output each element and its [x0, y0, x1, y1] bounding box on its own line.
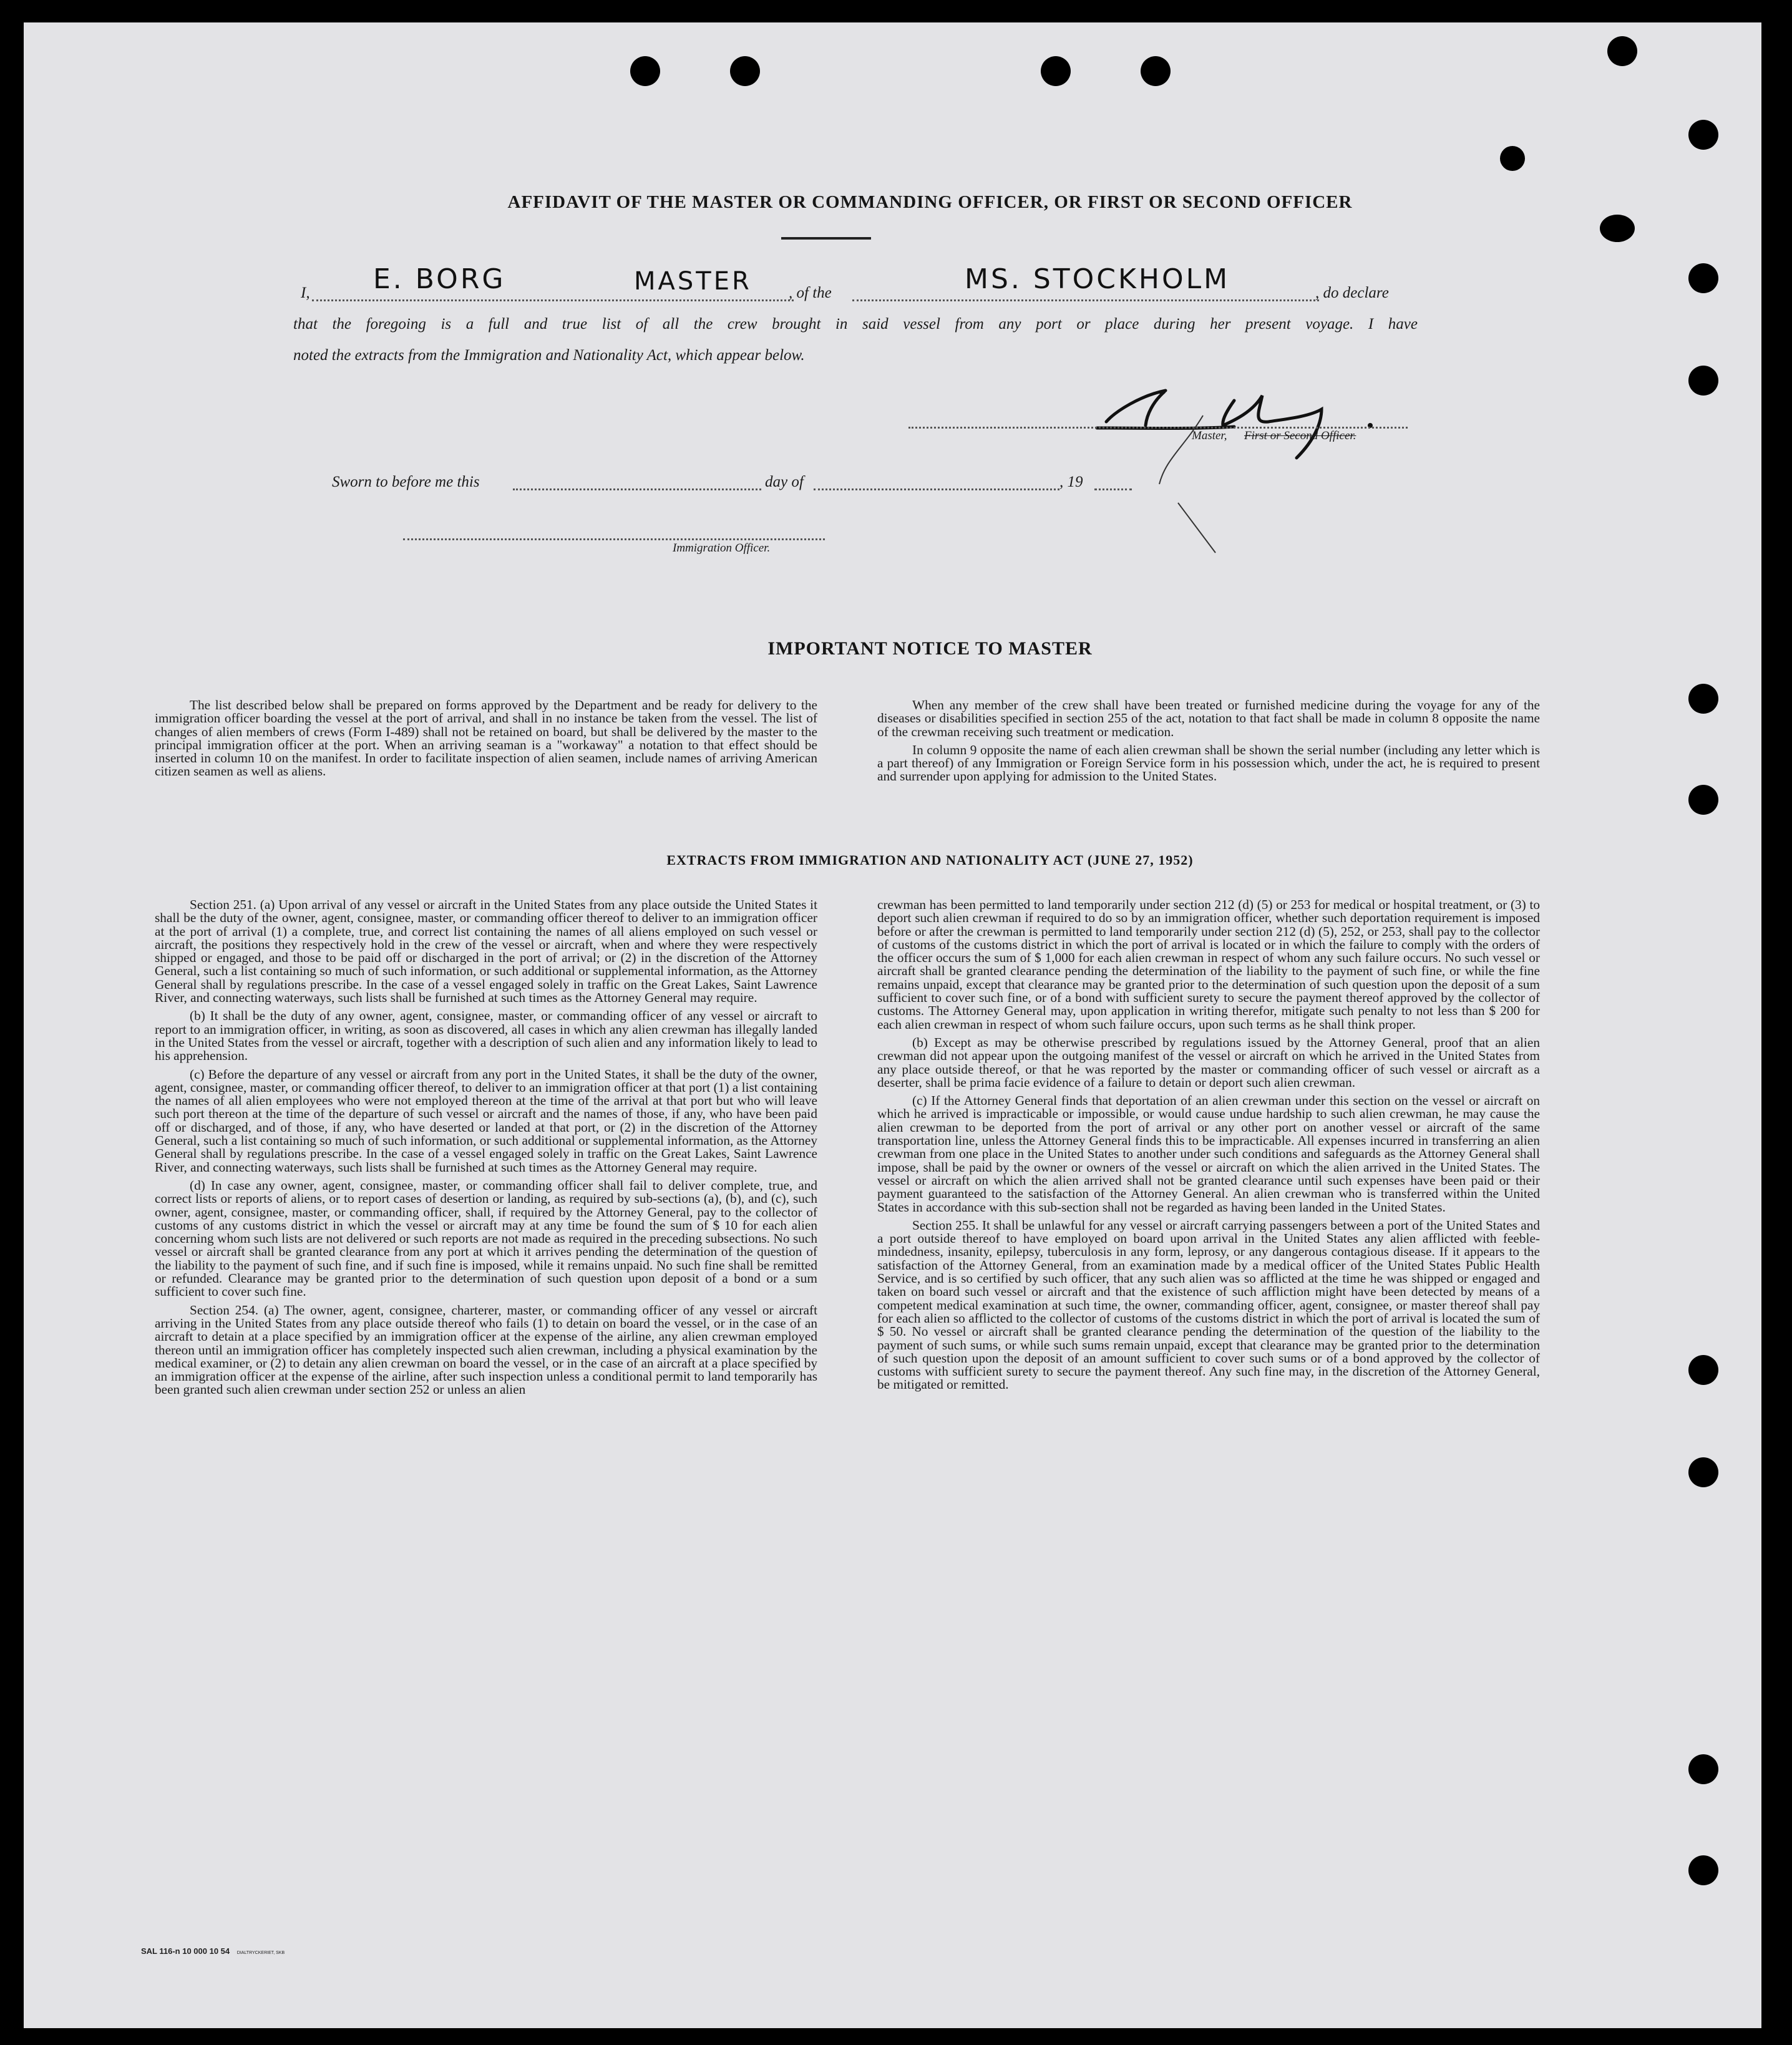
name-field: [312, 297, 794, 301]
do-declare-label: , do declare: [1315, 284, 1389, 301]
punch-hole: [630, 56, 660, 86]
signature-caption-master: Master,: [1192, 429, 1227, 442]
immigration-officer-line: [403, 537, 825, 540]
vessel-entry: MS. STOCKHOLM: [965, 263, 1230, 295]
declaration-line-1: that the foregoing is a full and true list of all the crew brought in said vessel from any port or place during her present voyage. I have: [293, 316, 1418, 333]
affidavit-title: AFFIDAVIT OF THE MASTER OR COMMANDING OFFICER, OR FIRST OR SECOND OFFICER: [507, 192, 1353, 212]
sworn-prefix: Sworn to before me this: [332, 474, 480, 490]
section-251-a: Section 251. (a) Upon arrival of any vessel or aircraft in the United States from any place outside the United States it shall be the duty of the owner, agent, consignee, master, or commanding officer thereof to deliver to an immigration officer at the port of arrival (1) a complete, true, and correct list containing the names of all aliens employed on such vessel or aircraft, the positions they respectively hold in the crew of the vessel or aircraft, when and where they were respectively shipped or engaged, and those to be paid off or discharged in the port of arrival; or (2) in the discretion of the Attorney General, such a list containing so much of such information, or such additional or supplemental information, as the Attorney General shall by regulations prescribe. In the case of a vessel engaged solely in traffic on the Great Lakes, Saint Lawrence River, and connecting waterways, such lists shall be furnished at such times as the Attorney General may require.: [155, 897, 817, 1006]
notice-right-paragraph-2: In column 9 opposite the name of each alien crewman shall be shown the serial number (including any letter which is a part thereof) of any Immigration or Foreign Service form in his possession which, under the act, he is required to present and surrender upon applying for admission to the United States.: [877, 742, 1540, 784]
officer-caption: Immigration Officer.: [673, 542, 771, 555]
section-251-d: (d) In case any owner, agent, consignee, master, or commanding officer shall fail to deliver complete, true, and correct lists or reports of aliens, or to report cases of desertion or landing, as required by sub-sections (a), (b), and (c), such owner, agent, consignee, master, or commanding officer, shall, if required by the Attorney General, pay to the collector of customs of any customs district in which the vessel or aircraft may at any time be found the sum of $ 10 for each alien concerning whom such lists are not delivered or such reports are not made as required in the preceding subsections. No such vessel or aircraft shall be granted clearance from any port at which it arrives pending the determination of the question of the liability to the payment of such fine, and if such fine is imposed, while it remains unpaid. No such fine shall be remitted or refunded. Clearance may be granted prior to the determination of such question upon deposit of a bond or a sum sufficient to cover such fine.: [155, 1177, 817, 1299]
section-254-a: Section 254. (a) The owner, agent, consignee, charterer, master, or commanding officer of any vessel or aircraft arriving in the United States from any place outside thereof who fails (1) to detain on board the vessel, or in the case of an aircraft to detain at a place specified by an immigration officer at the expense of the airline, any alien crewman employed thereon until an immigration officer has completely inspected such alien crewman, including a physical examination by the medical examiner, or (2) to detain any alien crewman on board the vessel, or in the case of an aircraft at a place specified by an immigration officer at the expense of the airline, after such inspection unless a conditional permit to land temporarily has been granted such alien crewman under section 252 or unless an alien: [155, 1302, 817, 1397]
punch-hole: [1688, 120, 1718, 150]
signature-caption-struck: First or Second Officer.: [1244, 429, 1356, 442]
extracts-title: EXTRACTS FROM IMMIGRATION AND NATIONALITY ACT (JUNE 27, 1952): [666, 852, 1194, 868]
punch-hole: [1041, 56, 1071, 86]
notice-left-paragraph: The list described below shall be prepared on forms approved by the Department and be ready for delivery to the immigration officer boarding the vessel at the port of arrival, and shall in no instance be taken from the vessel. The list of changes of alien members of crews (Form I-489) shall not be retained on board, but shall be delivered by the master to the principal immigration officer at the port. When an arriving seaman is a "workaway" a notation to that effect should be inserted in column 10 on the manifest. In order to facilitate inspection of alien seamen, include names of arriving American citizen seamen as well as aliens.: [155, 697, 817, 779]
punch-hole: [1688, 785, 1718, 815]
notice-left-column: [155, 699, 817, 784]
notice-right-paragraph-1: When any member of the crew shall have been treated or furnished medicine during the voyage for any of the diseases or disabilities specified in section 255 of the act, notation to that fact shall be made in column 8 opposite the name of the crewman receiving such treatment or medication.: [877, 697, 1540, 739]
punch-hole: [1600, 215, 1635, 242]
punch-hole: [1688, 1457, 1718, 1487]
of-the-label: , of the: [789, 284, 832, 301]
section-254-a-continued: crewman has been permitted to land temporarily under section 212 (d) (5) or 253 for medical or hospital treatment, or (3) to deport such alien crewman if required to do so by an immigration officer, whether such deportation requirement is imposed before or after the crewman is permitted to land temporarily under section 212 (d) (5), 252, or 253, shall pay to the collector of customs of the customs district in which the port of arrival is located or in which the failure to comply with the orders of the officer occurs the sum of $ 1,000 for each alien crewman in respect of whom any such failure occurs. No such vessel or aircraft shall be granted clearance pending the determination of the liability to the payment of such fine, or while the fine remains unpaid, except that clearance may be granted prior to the determination of such question upon the deposit of a sum sufficient to cover such fine, or of a bond with sufficient surety to secure the payment thereof approved by the collector of customs. The Attorney General may, upon application in writing therefor, mitigate such penalty to not less than $ 200 for each alien crewman in respect of whom such failure occurs, upon such terms as he shall think proper.: [877, 897, 1540, 1032]
sworn-day-field: [513, 487, 761, 490]
i-label: I,: [301, 284, 310, 301]
sworn-year-field: [1094, 487, 1132, 490]
punch-hole: [1688, 1355, 1718, 1385]
notice-title: IMPORTANT NOTICE TO MASTER: [767, 638, 1093, 659]
declaration-line-2: noted the extracts from the Immigration and Nationality Act, which appear below.: [293, 347, 805, 364]
section-254-b: (b) Except as may be otherwise prescribed by regulations issued by the Attorney General, proof that an alien crewman did not appear upon the outgoing manifest of the vessel or aircraft on which he arrived in the United States from any place outside thereof, or that he was reported by the master or commanding officer of such vessel or aircraft as a deserter, shall be prima facie evidence of a failure to detain or deport such alien crewman.: [877, 1034, 1540, 1090]
vessel-field: [852, 297, 1319, 301]
title-rule: [781, 237, 871, 240]
notice-right-column: [877, 699, 1540, 789]
punch-hole: [1688, 263, 1718, 293]
document-page: [24, 22, 1761, 2028]
day-of-label: day of: [765, 474, 804, 490]
section-251-c: (c) Before the departure of any vessel or aircraft from any port in the United States, it shall be the duty of the owner, agent, consignee, master, or commanding officer thereof, to deliver to an immigration officer at that port (1) a list containing the names of all alien employees who were not employed thereon at the time of the arrival at that port but who will leave such port thereon at the time of the departure of such vessel or aircraft and the names of those, if any, who have been paid off or discharged, and of those, if any, who have deserted or landed at that port, or (2) in the discretion of the Attorney General, such a list containing so much of such information, or such additional or supplemental information, as the Attorney General shall by regulations prescribe. In the case of a vessel engaged solely in traffic on the Great Lakes, Saint Lawrence River, and connecting waterways, such lists shall be furnished at such times as the Attorney General may require.: [155, 1066, 817, 1175]
year-prefix: , 19: [1059, 474, 1083, 490]
punch-hole: [730, 56, 760, 86]
punch-hole: [1141, 56, 1171, 86]
rank-entry: MASTER: [634, 267, 752, 296]
punch-hole: [1607, 36, 1637, 66]
sworn-month-field: [814, 487, 1059, 490]
punch-hole: [1688, 1855, 1718, 1885]
printer-text: DIALTRYCKERIET, SKB: [236, 1951, 285, 1955]
name-entry: E. BORG: [373, 263, 506, 295]
master-signature: [1047, 352, 1396, 464]
punch-hole: [1500, 146, 1525, 171]
section-254-c: (c) If the Attorney General finds that deportation of an alien crewman under this section on the vessel or aircraft on which he arrived is impracticable or impossible, or would cause undue hardship to such alien crewman, he may cause the alien crewman to be deported from the port of arrival or any other port on another vessel or aircraft of the same transportation line, unless the Attorney General finds this to be impracticable. All expenses incurred in transferring an alien crewman from one place in the United States to another under such conditions and safeguards as the Attorney General shall impose, shall be paid by the owner or owners of the vessel or aircraft on which the alien arrived in the United States. The vessel or aircraft on which the alien arrived shall not be granted clearance until such expenses have been paid or their payment guaranteed to the satisfaction of the Attorney General. An alien crewman who is transferred within the United States in accordance with this sub-section shall not be regarded as having been landed in the United States.: [877, 1093, 1540, 1215]
extracts-left-column: [155, 898, 817, 1402]
form-code: [141, 1946, 285, 1956]
form-code-text: SAL 116-n 10 000 10 54: [141, 1946, 230, 1956]
section-255: Section 255. It shall be unlawful for any vessel or aircraft carrying passengers between a port of the United States and a port outside thereof to have employed on board upon arrival in the United States any alien afflicted with feeble-mindedness, insanity, epilepsy, tuberculosis in any form, leprosy, or any dangerous contagious disease. If it appears to the satisfaction of the Attorney General, from an examination made by a medical officer of the United States Public Health Service, and is so certified by such officer, that any such alien was so afflicted at the time he was shipped or engaged and taken on board such vessel or aircraft and that the existence of such affliction might have been detected by means of a competent medical examination at such time, the owner, commanding officer, agent, consignee, or master thereof shall pay for each alien so afflicted to the collector of customs of the customs district in which the port of arrival is located the sum of $ 50. No vessel or aircraft shall be granted clearance pending the determination of the question of the liability to the payment of such sums, or while such sums remain unpaid, except that clearance may be granted prior to the determination of such question upon the deposit of an amount sufficient to cover such sums or of a bond approved by the collector of customs with sufficient surety to secure the payment thereof. Any such fine may, in the discretion of the Attorney General, be mitigated or remitted.: [877, 1217, 1540, 1392]
punch-hole: [1688, 1754, 1718, 1784]
punch-hole: [1688, 684, 1718, 714]
strike-mark: [1122, 409, 1222, 559]
section-251-b: (b) It shall be the duty of any owner, agent, consignee, master, or commanding officer of any vessel or aircraft to report to an immigration officer, in writing, as soon as discovered, all cases in which any alien crewman has illegally landed in the United States from the vessel or aircraft, together with a description of such alien and any information likely to lead to his apprehension.: [155, 1008, 817, 1064]
extracts-right-column: [877, 898, 1540, 1397]
punch-hole: [1688, 366, 1718, 396]
